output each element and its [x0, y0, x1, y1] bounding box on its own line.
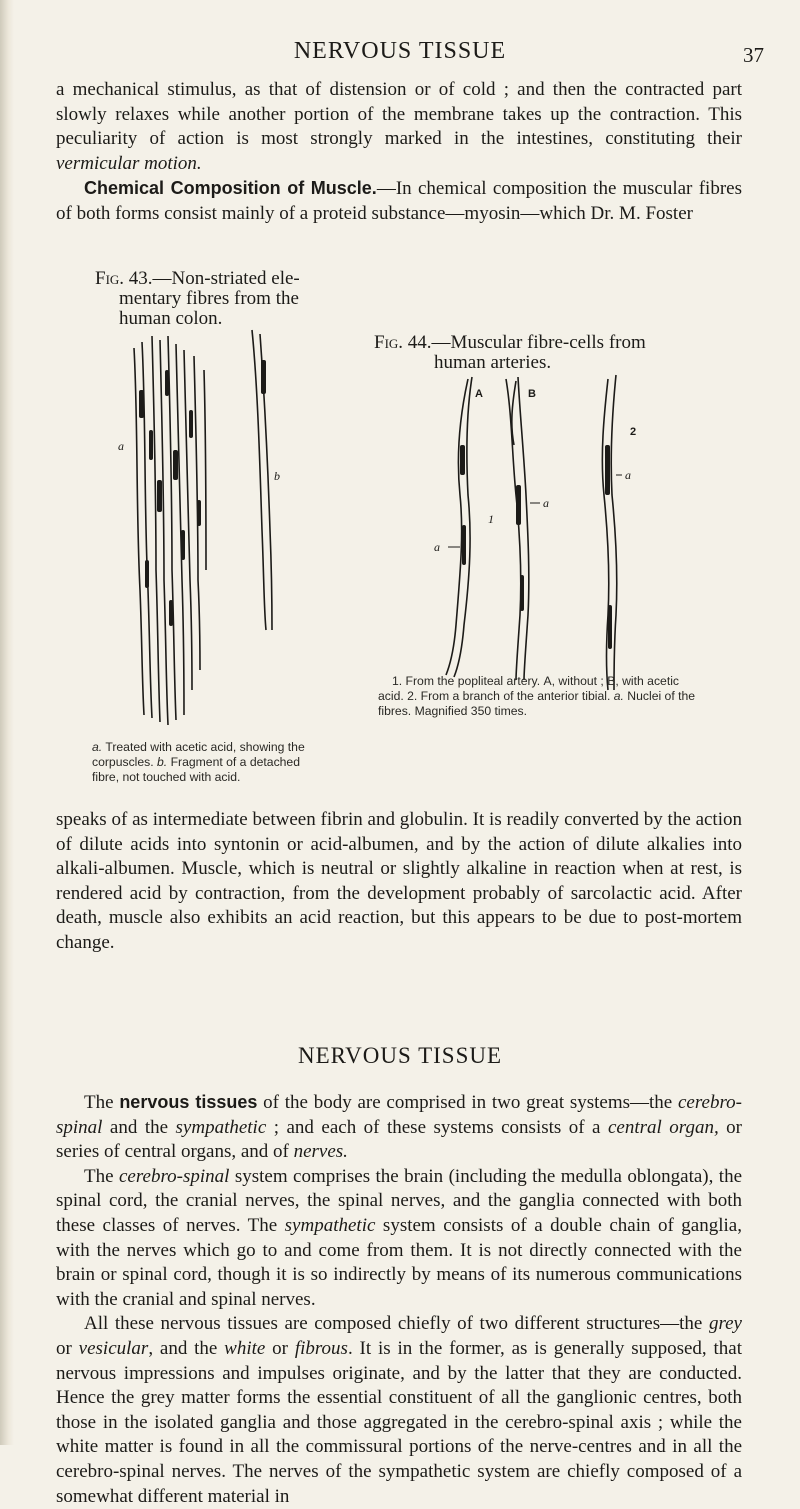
- fig44-illustration: [420, 375, 710, 695]
- fig44-label-a-left: a: [434, 540, 440, 554]
- fig43-label: Fig.: [95, 268, 125, 289]
- fig43-caption-a: Treated with acetic acid, showing the corpuscles.: [92, 740, 305, 769]
- fig44-number: 44.: [407, 332, 432, 353]
- para6-em4: fibrous: [294, 1337, 348, 1359]
- fig44-caption-without: , without ;: [551, 674, 608, 688]
- para5-em1: cerebro-spinal: [118, 1165, 230, 1187]
- fig43-title-line3: human colon.: [119, 308, 223, 329]
- para5-t1: The: [84, 1165, 119, 1187]
- para6-em2: vesicular: [78, 1337, 149, 1359]
- fig43-caption-b-letter: b.: [157, 755, 168, 769]
- fig43-caption-a-letter: a.: [92, 740, 103, 754]
- para4-em3: central organ,: [607, 1116, 719, 1138]
- fig44-caption-B: B: [607, 674, 616, 688]
- fig44-title: [374, 333, 744, 373]
- para4-bold: nervous tissues: [119, 1092, 258, 1112]
- para6-t4: or: [265, 1337, 295, 1359]
- fig43-label-a: a: [118, 439, 124, 453]
- fig43-title-line1: —Non-striated ele-: [152, 268, 300, 289]
- para4-em1: cerebro-spinal: [56, 1092, 743, 1138]
- fig44-label-A: A: [475, 388, 483, 400]
- fig43-illustration: [112, 330, 292, 730]
- fig44-caption: [378, 674, 708, 719]
- fig44-title-line2: human arteries.: [434, 352, 552, 373]
- para6-em3: white: [224, 1337, 266, 1359]
- paragraph-vermicular: [56, 78, 742, 227]
- para5-t3: system consists of a double chain of ganglia, with the nerves which go to and come from them. It is not directly connected with the brain or spinal cord, though it is so indirectly by means of its numerous communications with the cranial and spinal nerves.: [56, 1214, 742, 1310]
- fig44-caption-with: , with acetic acid. 2. From a branch of the anterior tibial.: [378, 674, 680, 703]
- para4-t3: and the: [102, 1116, 176, 1138]
- para5-em2: sympathetic: [284, 1214, 376, 1236]
- para4-t2: of the body are comprised in two great systems—the: [257, 1092, 678, 1113]
- fig44-label-a-right: a: [625, 468, 631, 482]
- page-number: 37: [743, 43, 764, 67]
- para4-em4: nerves.: [293, 1141, 348, 1163]
- fig44-caption-nuclei: Nuclei of the fibres. Magnified 350 times.: [378, 689, 696, 718]
- running-head: NERVOUS TISSUE: [293, 38, 507, 64]
- fig43-title: [95, 269, 365, 329]
- para6-t3: , and the: [148, 1337, 225, 1359]
- para3-text: speaks of as intermediate between fibrin and globulin. It is readily converted by the action of dilute acids into syntonin or acid-albumen, and by the action of dilute alkalies into alkali-albumen. Muscle, which is neutral or slightly alkaline in reaction when at rest, is rendered acid by contraction, from the development probably of sarcolactic acid. After death, muscle also exhibits an acid reaction, but this appears to be due to post-mortem change.: [56, 809, 742, 953]
- section-lead-chemical-composition: Chemical Composition of Muscle.: [84, 178, 377, 199]
- fig44-label-2: 2: [630, 426, 637, 438]
- fig44-caption-1: 1. From the popliteal artery.: [392, 674, 544, 688]
- fig43-label-b: b: [274, 469, 280, 483]
- para2-text: —In chemical composition the muscular fibres of both forms consist mainly of a proteid substance—myosin—which Dr. M. Foster: [56, 178, 742, 224]
- fig44-caption-A: A: [543, 674, 552, 688]
- fig43-caption: [92, 740, 317, 785]
- fig43-caption-b: Fragment of a detached fibre, not touched with acid.: [92, 755, 300, 784]
- para4-t1: The: [84, 1092, 120, 1113]
- page-binding-edge: [0, 0, 14, 1445]
- fig44-label-B: B: [528, 388, 536, 400]
- para5-t2: system comprises the brain (including the medulla oblongata), the spinal cord, the cranial nerves, the spinal nerves, and the ganglia connected with both these classes of nerves. The: [56, 1165, 742, 1236]
- fig44-label-a-middle: a: [543, 496, 549, 510]
- fig44-title-line1: —Muscular fibre-cells from: [431, 332, 646, 353]
- paragraph-nervous-tissue: [56, 1090, 742, 1509]
- para1-emphasis: vermicular motion.: [56, 152, 202, 174]
- para6-t1: All these nervous tissues are composed chiefly of two different structures—the: [84, 1313, 709, 1335]
- para6-em1: grey: [708, 1313, 742, 1335]
- para6-t2: or: [56, 1337, 79, 1359]
- fig43-title-line2: mentary fibres from the: [119, 288, 299, 309]
- para1-text: a mechanical stimulus, as that of distension or of cold ; and then the contracted part slowly relaxes while another portion of the membrane takes up the contraction. This peculiarity of action is most strongly marked in the intestines, constituting their: [56, 79, 742, 150]
- para4-t5: or series of central organs, and of: [56, 1116, 743, 1163]
- para4-em2: sympathetic: [175, 1116, 267, 1138]
- section-heading: NERVOUS TISSUE: [297, 1043, 503, 1068]
- fig44-label: Fig.: [374, 332, 404, 353]
- paragraph-muscle-chemistry: [56, 808, 742, 956]
- fig44-caption-a-letter: a.: [613, 689, 624, 703]
- para6-t5: . It is in the former, as is generally supposed, that nervous impressions and impulses originate, and by the latter that they are conducted. Hence the grey matter forms the essential constituent of all the ganglionic centres, both those in the isolated ganglia and those aggregated in the cerebro-spinal axis ; while the white matter is found in all the commissural portions of the nerve-centres and in all the cerebro-spinal nerves. The nerves of the sympathetic system are chiefly composed of a somewhat different material in: [56, 1337, 742, 1507]
- fig43-number: 43.: [128, 268, 153, 289]
- para4-t4: ; and each of these systems consists of a: [266, 1116, 608, 1138]
- fig44-label-1: 1: [488, 512, 494, 526]
